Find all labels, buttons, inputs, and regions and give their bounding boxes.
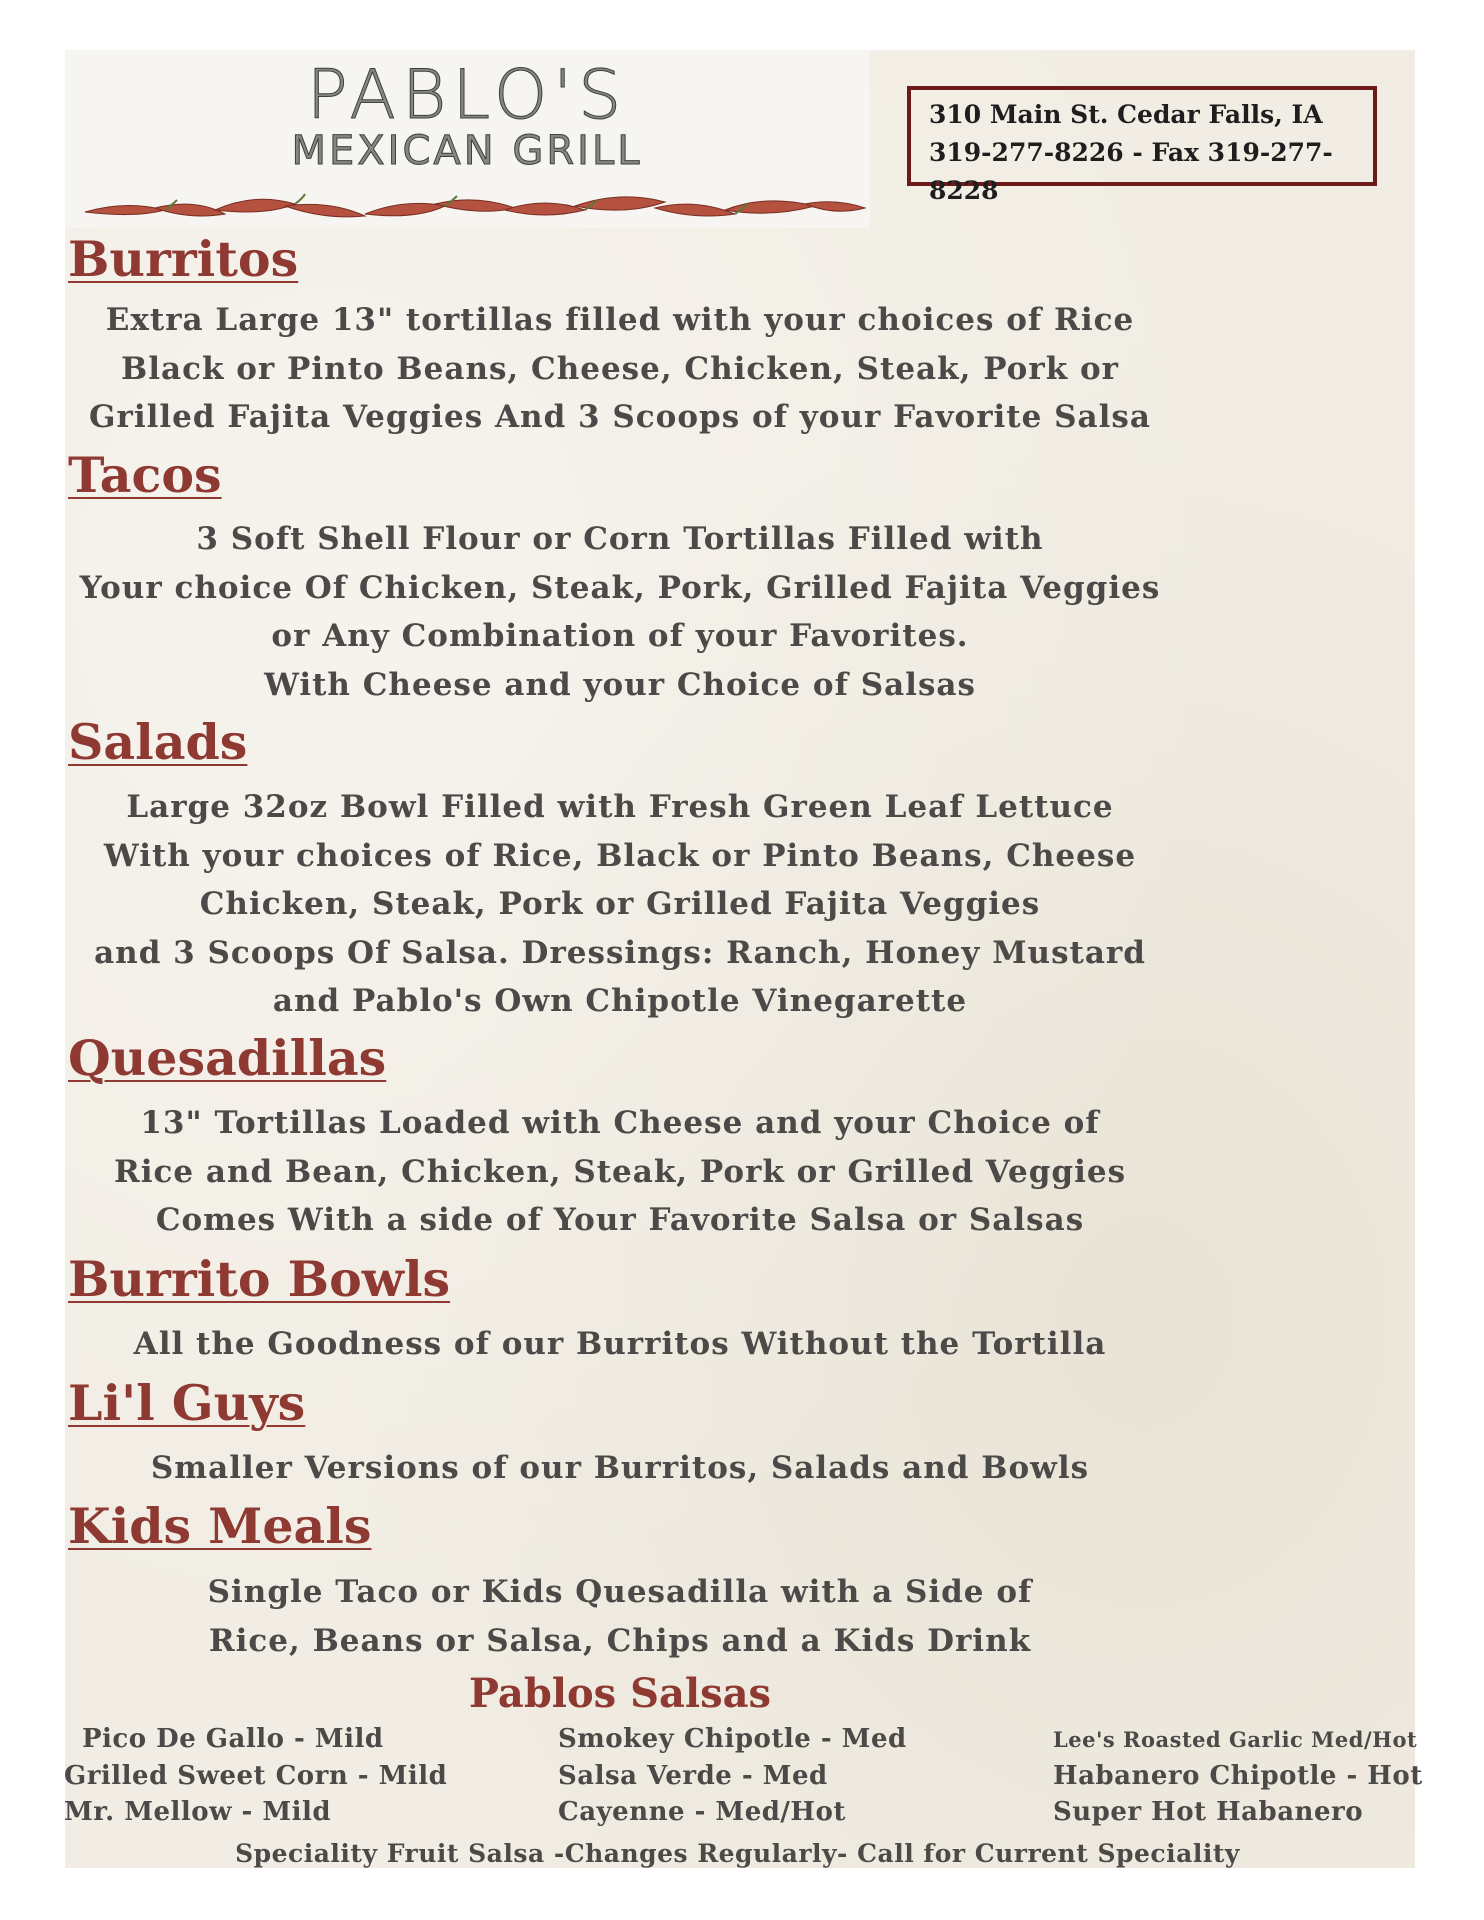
section-title-quesadillas: Quesadillas bbox=[68, 1029, 387, 1087]
desc-line: Chicken, Steak, Pork or Grilled Fajita Veggies bbox=[199, 886, 1041, 922]
specialty-salsa-note: Speciality Fruit Salsa -Changes Regularly- Call for Current Speciality bbox=[235, 1839, 1240, 1868]
salsa-item: Lee's Roasted Garlic Med/Hot bbox=[1053, 1727, 1418, 1752]
desc-line: All the Goodness of our Burritos Without the Tortilla bbox=[133, 1326, 1107, 1362]
section-title-burritos: Burritos bbox=[68, 230, 299, 288]
desc-line: Smaller Versions of our Burritos, Salads and Bowls bbox=[150, 1450, 1090, 1486]
salsa-item: Cayenne - Med/Hot bbox=[558, 1797, 846, 1827]
desc-line: 3 Soft Shell Flour or Corn Tortillas Filled with bbox=[196, 521, 1044, 557]
desc-line: With Cheese and your Choice of Salsas bbox=[264, 666, 976, 703]
salsa-item: Mr. Mellow - Mild bbox=[64, 1797, 332, 1827]
salsas-title: Pablos Salsas bbox=[468, 1670, 772, 1717]
section-title-salads: Salads bbox=[68, 713, 248, 771]
section-desc-burrito-bowls bbox=[60, 1320, 1180, 1369]
desc-line: Rice, Beans or Salsa, Chips and a Kids Drink bbox=[208, 1622, 1032, 1659]
desc-line: Rice and Bean, Chicken, Steak, Pork or Grilled Veggies bbox=[113, 1153, 1127, 1190]
desc-line: or Any Combination of your Favorites. bbox=[271, 618, 969, 654]
desc-line: 13" Tortillas Loaded with Cheese and your Choice of bbox=[140, 1105, 1100, 1141]
phone-fax-text: 319-277-8226 - Fax 319-277-8228 bbox=[929, 138, 1333, 205]
salsa-item: Smokey Chipotle - Med bbox=[558, 1724, 907, 1754]
desc-line: and Pablo's Own Chipotle Vinegarette bbox=[272, 983, 968, 1019]
section-desc-lil-guys bbox=[60, 1444, 1180, 1493]
desc-line: Single Taco or Kids Quesadilla with a Side of bbox=[207, 1574, 1033, 1610]
section-desc-burritos bbox=[60, 296, 1180, 442]
address-text: 310 Main St. Cedar Falls, IA bbox=[929, 100, 1323, 129]
salsa-item: Salsa Verde - Med bbox=[558, 1761, 828, 1791]
section-desc-salads bbox=[60, 783, 1180, 1026]
desc-line: Large 32oz Bowl Filled with Fresh Green Leaf Lettuce bbox=[126, 789, 1114, 825]
salsa-item: Grilled Sweet Corn - Mild bbox=[64, 1761, 448, 1791]
section-title-kids-meals: Kids Meals bbox=[68, 1497, 372, 1555]
logo-title: PABLO'S bbox=[306, 56, 628, 135]
section-desc-quesadillas bbox=[60, 1099, 1180, 1245]
restaurant-logo bbox=[65, 50, 870, 228]
desc-line: Your choice Of Chicken, Steak, Pork, Grilled Fajita Veggies bbox=[79, 569, 1161, 606]
desc-line: Black or Pinto Beans, Cheese, Chicken, Steak, Pork or bbox=[121, 350, 1119, 387]
desc-line: Extra Large 13" tortillas filled with your choices of Rice bbox=[105, 302, 1135, 338]
section-desc-kids-meals bbox=[60, 1568, 1180, 1665]
desc-line: Grilled Fajita Veggies And 3 Scoops of your Favorite Salsa bbox=[89, 399, 1151, 435]
section-title-lil-guys: Li'l Guys bbox=[68, 1374, 306, 1432]
section-title-tacos: Tacos bbox=[68, 446, 222, 504]
section-title-burrito-bowls: Burrito Bowls bbox=[68, 1250, 451, 1308]
section-desc-tacos bbox=[60, 515, 1180, 709]
contact-info-box bbox=[907, 86, 1377, 205]
desc-line: Comes With a side of Your Favorite Salsa or Salsas bbox=[155, 1202, 1085, 1238]
desc-line: and 3 Scoops Of Salsa. Dressings: Ranch, Honey Mustard bbox=[94, 934, 1146, 971]
desc-line: With your choices of Rice, Black or Pinto Beans, Cheese bbox=[103, 837, 1137, 874]
salsa-item: Habanero Chipotle - Hot bbox=[1053, 1761, 1423, 1791]
salsa-item: Super Hot Habanero bbox=[1053, 1797, 1364, 1827]
chili-peppers-icon bbox=[65, 170, 870, 228]
salsa-item: Pico De Gallo - Mild bbox=[82, 1724, 384, 1754]
logo-subtitle: MEXICAN GRILL bbox=[291, 128, 643, 174]
